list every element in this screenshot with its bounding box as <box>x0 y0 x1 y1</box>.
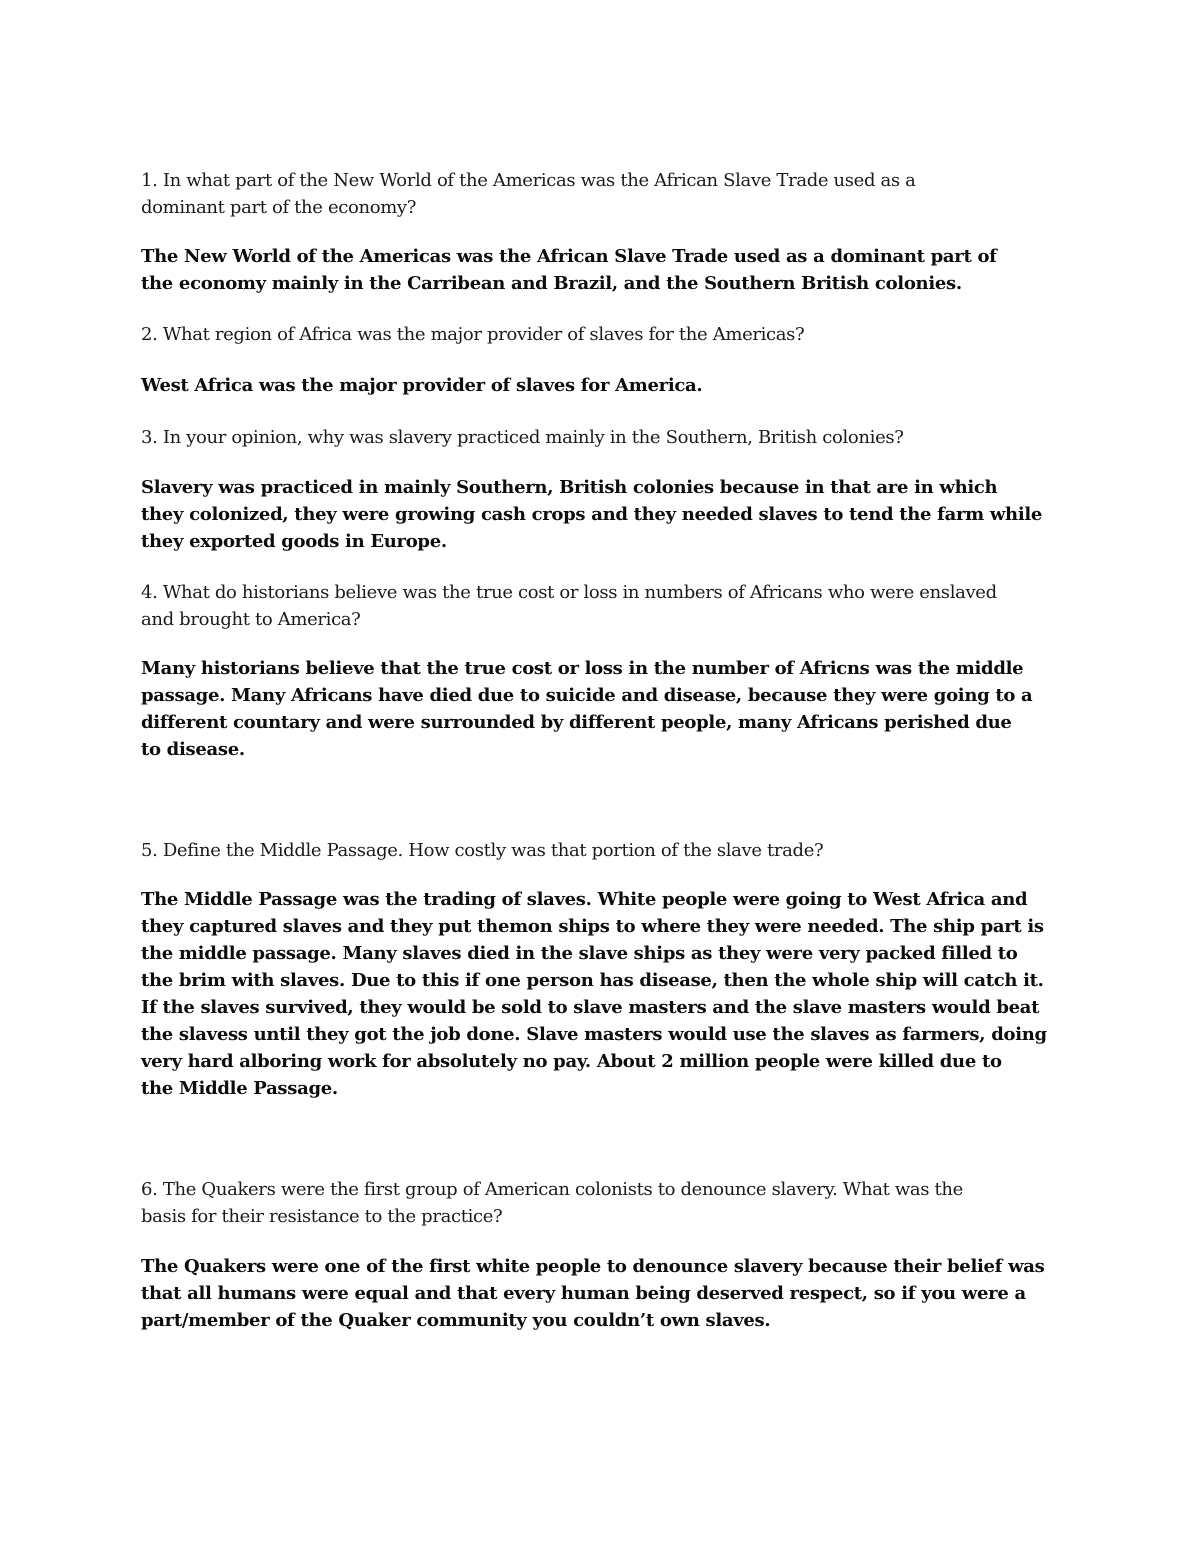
question-3: 3. In your opinion, why was slavery practiced mainly in the Southern, British colonies? <box>141 427 904 448</box>
question-2: 2. What region of Africa was the major provider of slaves for the Americas? <box>141 324 805 345</box>
question-5: 5. Define the Middle Passage. How costly was that portion of the slave trade? <box>141 840 824 861</box>
answer-6: The Quakers were one of the first white people to denounce slavery because their belief was that all humans were equal and that every human being deserved respect, so if you were a part/member of the Quaker community you couldn’t own slaves. <box>141 1256 1045 1331</box>
answer-2: West Africa was the major provider of slaves for America. <box>141 375 703 396</box>
question-4: 4. What do historians believe was the true cost or loss in numbers of Africans who were enslaved and brought to America? <box>141 582 997 630</box>
answer-4: Many historians believe that the true cost or loss in the number of Africns was the middle passage. Many Africans have died due to suicide and disease, because they were going to a different countary and were surrounded by different people, many Africans perished due to disease. <box>141 658 1033 760</box>
answer-3: Slavery was practiced in mainly Southern, British colonies because in that are in which they colonized, they were growing cash crops and they needed slaves to tend the farm while they exported goods in Europe. <box>141 477 1043 552</box>
question-6: 6. The Quakers were the first group of American colonists to denounce slavery. What was the basis for their resistance to the practice? <box>141 1179 963 1227</box>
answer-1: The New World of the Americas was the African Slave Trade used as a dominant part of the economy mainly in the Carribean and Brazil, and the Southern British colonies. <box>141 246 997 294</box>
question-1: 1. In what part of the New World of the Americas was the African Slave Trade used as a dominant part of the economy? <box>141 170 916 218</box>
answer-5: The Middle Passage was the trading of slaves. White people were going to West Africa and they captured slaves and they put themon ships to where they were needed. The ship part is the middle passage. Many slaves died in the slave ships as they were very packed filled to the brim with slaves. Due to this if one person has disease, then the whole ship will catch it. If the slaves survived, they would be sold to slave masters and the slave masters would beat the slavess until they got the job done. Slave masters would use the slaves as farmers, doing very hard alboring work for absolutely no pay. About 2 million people were killed due to the Middle Passage. <box>141 889 1047 1099</box>
